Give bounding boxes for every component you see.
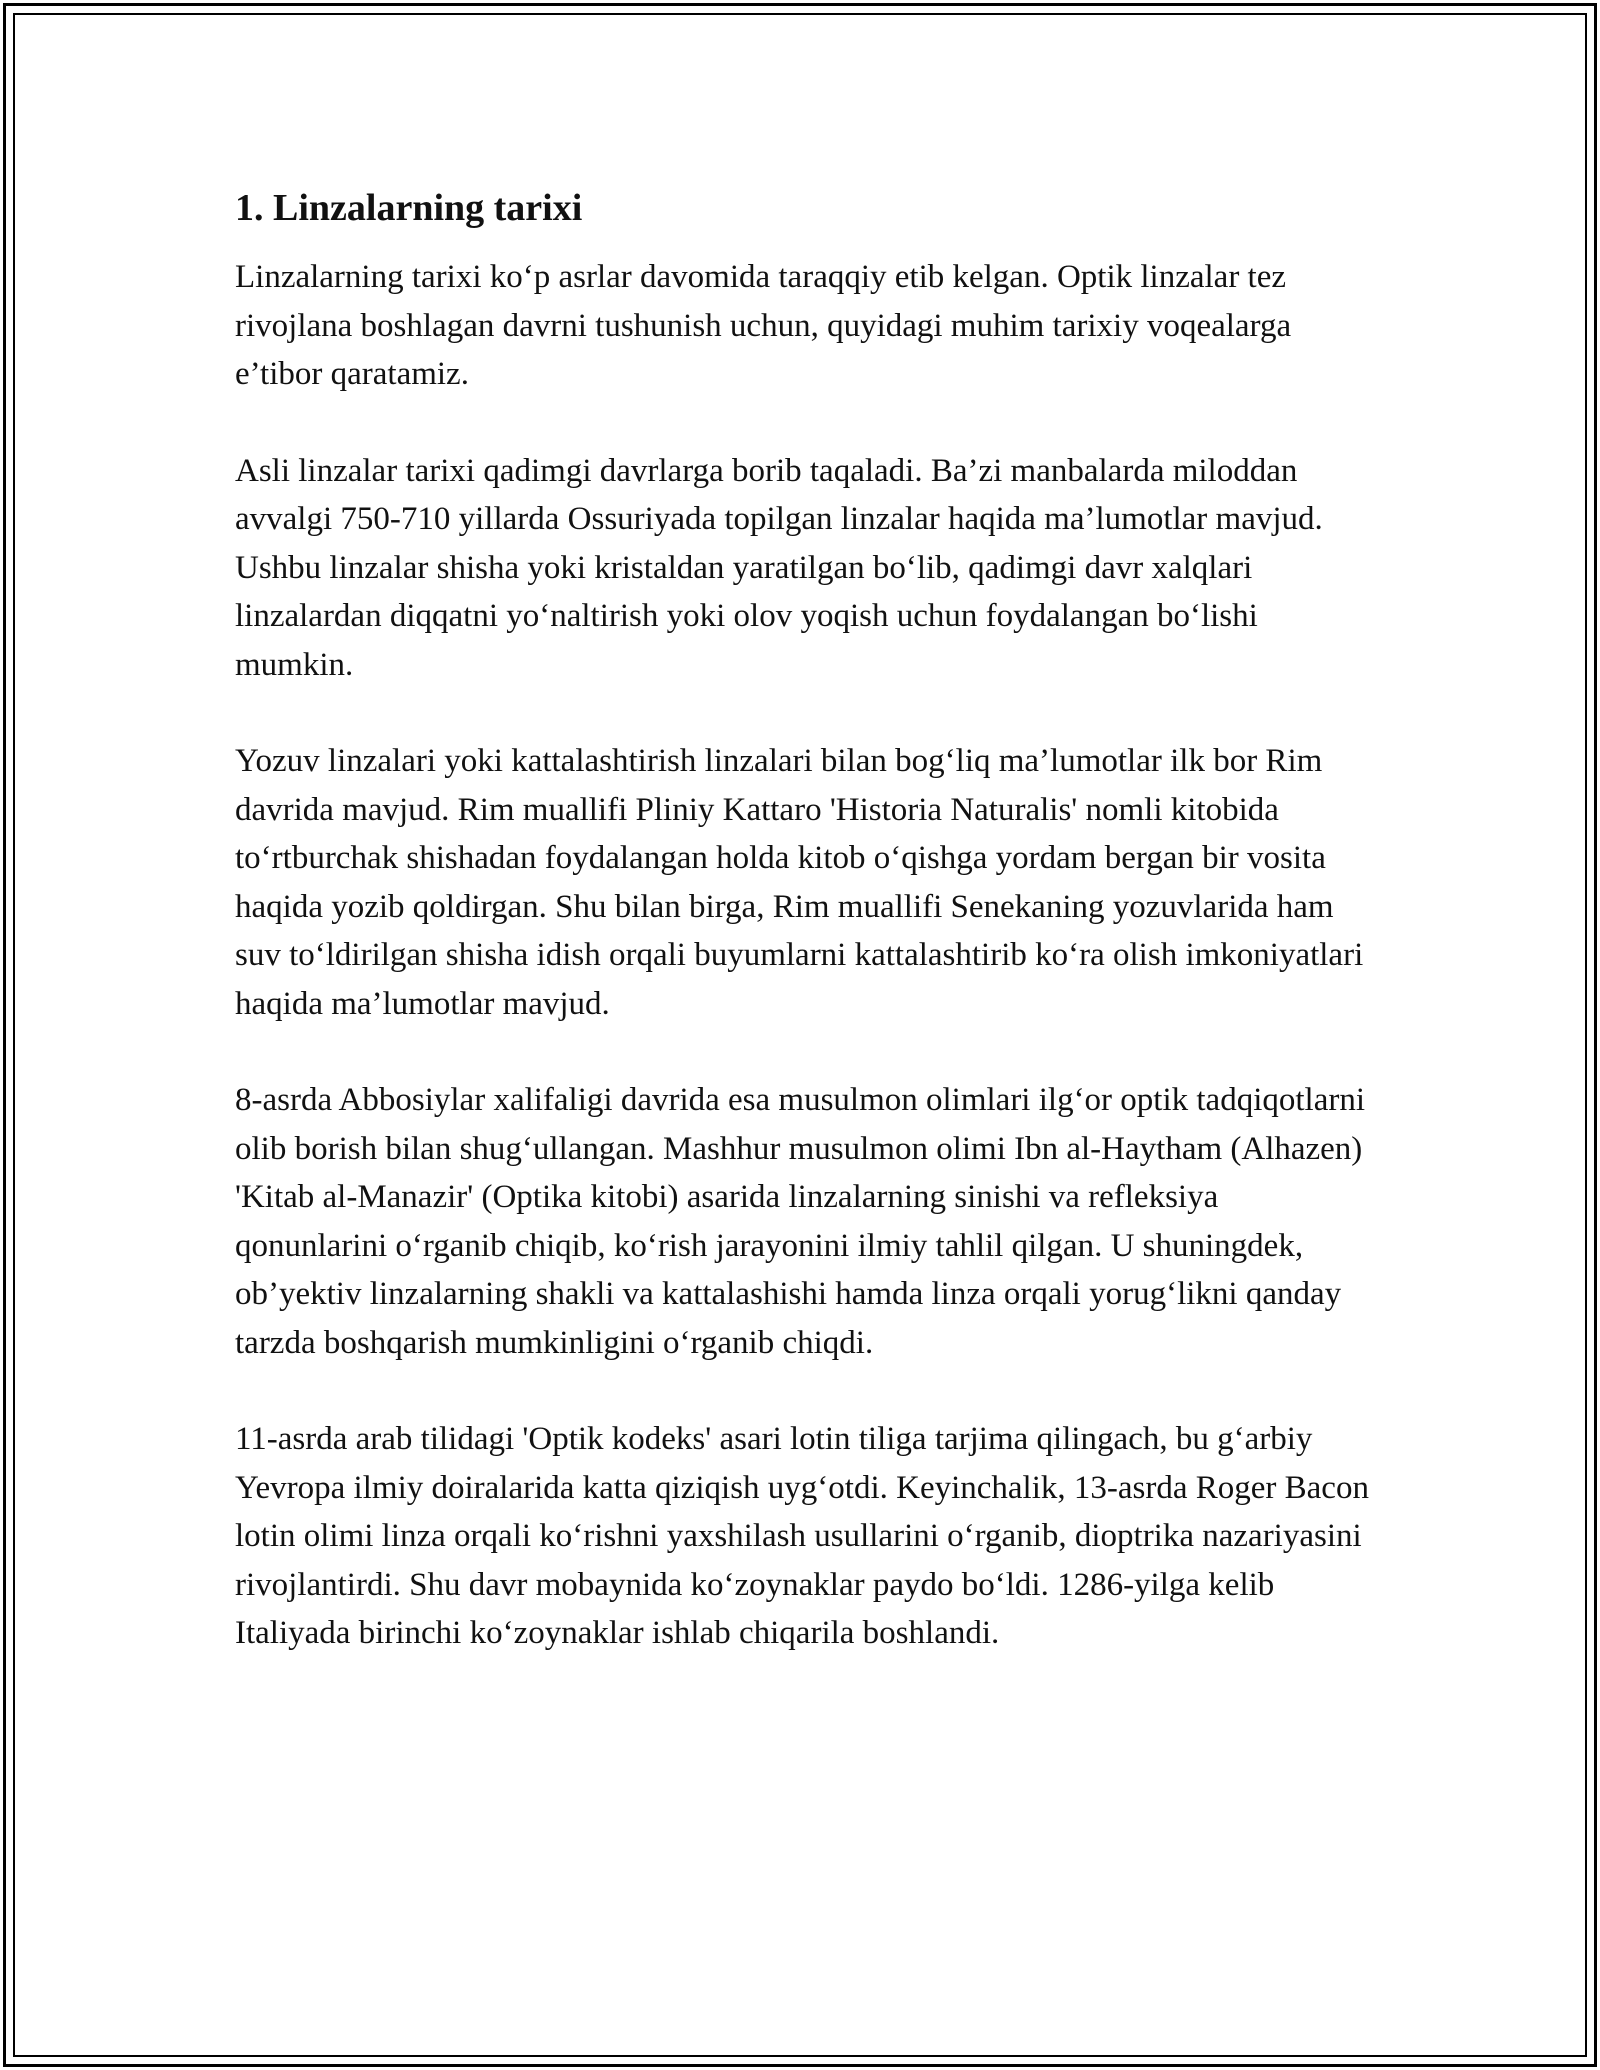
- paragraph-european-spectacles: 11-asrda arab tilidagi 'Optik kodeks' asari lotin tiliga tarjima qilingach, bu g‘arbiy Yevropa ilmiy doiralarida katta qiziqish uyg‘otdi. Keyinchalik, 13-asrda Roger Bacon lotin olimi linza orqali ko‘rishni yaxshilash usullarini o‘rganib, dioptrika nazariyasini rivojlantirdi. Shu davr mobaynida ko‘zoynaklar paydo bo‘ldi. 1286-yilga kelib Italiyada birinchi ko‘zoynaklar ishlab chiqarila boshlandi.: [235, 1421, 1369, 1651]
- paragraph-ancient-lenses: Asli linzalar tarixi qadimgi davrlarga borib taqaladi. Ba’zi manbalarda miloddan avvalgi 750-710 yillarda Ossuriyada topilgan linzalar haqida ma’lumotlar mavjud. Ushbu linzalar shisha yoki kristaldan yaratilgan bo‘lib, qadimgi davr xalqlari linzalardan diqqatni yo‘naltirish yoki olov yoqish uchun foydalangan bo‘lishi mumkin.: [235, 452, 1323, 683]
- paragraph-roman-era: Yozuv linzalari yoki kattalashtirish linzalari bilan bog‘liq ma’lumotlar ilk bor Rim davrida mavjud. Rim muallifi Pliniy Kattaro 'Historia Naturalis' nomli kitobida to‘rtburchak shishadan foydalangan holda kitob o‘qishga yordam bergan bir vosita haqida yozib qoldirgan. Shu bilan birga, Rim muallifi Senekaning yozuvlarida ham suv to‘ldirilgan shisha idish orqali buyumlarni kattalashtirib ko‘ra olish imkoniyatlari haqida ma’lumotlar mavjud.: [235, 743, 1364, 1022]
- document-body: [235, 185, 1370, 1706]
- section-heading: 1. Linzalarning tarixi: [235, 187, 583, 229]
- paragraph-abbasid-era: 8-asrda Abbosiylar xalifaligi davrida esa musulmon olimlari ilg‘or optik tadqiqotlarni olib borish bilan shug‘ullangan. Mashhur musulmon olimi Ibn al-Haytham (Alhazen) 'Kitab al-Manazir' (Optika kitobi) asarida linzalarning sinishi va refleksiya qonunlarini o‘rganib chiqib, ko‘rish jarayonini ilmiy tahlil qilgan. U shuningdek, ob’yektiv linzalarning shakli va kattalashishi hamda linza orqali yorug‘likni qanday tarzda boshqarish mumkinligini o‘rganib chiqdi.: [235, 1082, 1366, 1361]
- paragraph-intro: Linzalarning tarixi ko‘p asrlar davomida taraqqiy etib kelgan. Optik linzalar tez rivojlana boshlagan davrni tushunish uchun, quyidagi muhim tarixiy voqealarga e’tibor qaratamiz.: [235, 259, 1292, 392]
